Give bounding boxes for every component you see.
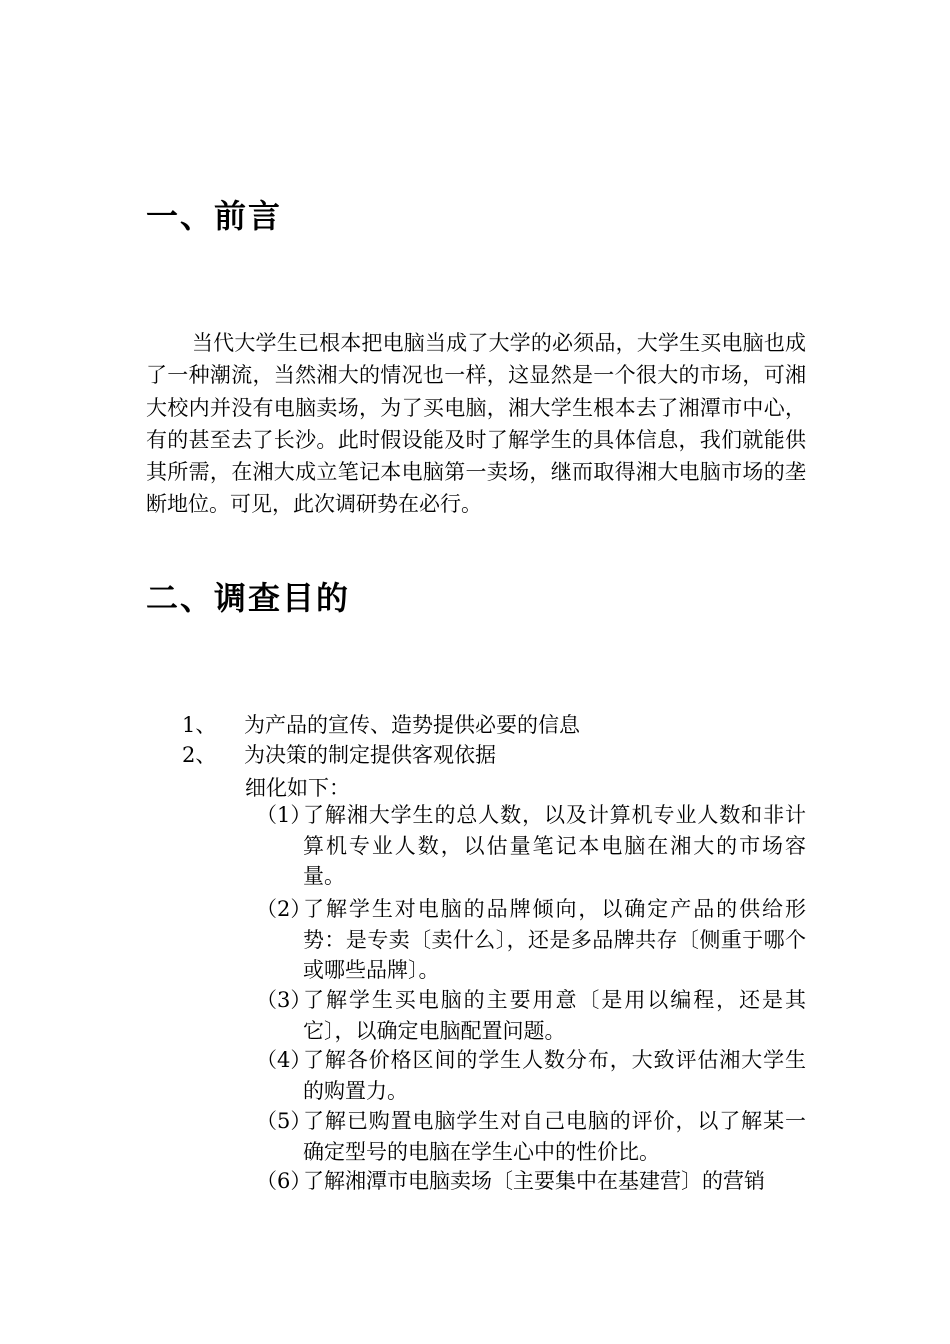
preface-paragraph: 当代大学生已根本把电脑当成了大学的必须品，大学生买电脑也成了一种潮流，当然湘大的情况也一样，这显然是一个很大的市场，可湘大校内并没有电脑卖场，为了买电脑，湘大学生根本去了湘潭市中心，有的甚至去了长沙。此时假设能及时了解学生的具体信息，我们就能供其所需，在湘大成立笔记本电脑第一卖场，继而取得湘大电脑市场的垄断地位。可见，此次调研势在必行。 xyxy=(146,331,806,517)
list-item-number: 1、 xyxy=(182,713,217,737)
detail-list-item xyxy=(256,1106,806,1167)
detail-item-text: 了解学生买电脑的主要用意〔是用以编程，还是其它〕，以确定电脑配置问题。 xyxy=(303,988,806,1043)
detail-item-number: （3） xyxy=(256,988,312,1012)
list-item-text: 为产品的宣传、造势提供必要的信息 xyxy=(244,713,580,737)
section-heading-purpose: 二、调查目的 xyxy=(146,579,351,617)
detail-item-text: 了解已购置电脑学生对自己电脑的评价，以了解某一确定型号的电脑在学生心中的性价比。 xyxy=(303,1109,806,1164)
purpose-list-item xyxy=(182,710,580,740)
list-item-text: 为决策的制定提供客观依据 xyxy=(244,743,496,767)
detail-item-number: （6） xyxy=(256,1169,312,1193)
detail-list-item xyxy=(256,1166,806,1197)
section-heading-preface: 一、前言 xyxy=(146,197,283,235)
detail-item-number: （1） xyxy=(256,803,312,827)
detail-item-text: 了解湘大学生的总人数，以及计算机专业人数和非计算机专业人数，以估量笔记本电脑在湘大的市场容量。 xyxy=(303,803,806,888)
detail-item-text: 了解湘潭市电脑卖场〔主要集中在基建营〕的营销 xyxy=(303,1169,765,1193)
detail-item-text: 了解各价格区间的学生人数分布，大致评估湘大学生的购置力。 xyxy=(303,1048,806,1103)
detail-item-number: （4） xyxy=(256,1048,312,1072)
detail-item-text: 了解学生对电脑的品牌倾向，以确定产品的供给形势：是专卖〔卖什么〕，还是多品牌共存〔侧重于哪个或哪些品牌〕。 xyxy=(303,897,806,982)
detail-list-item xyxy=(256,894,806,986)
detail-list-item xyxy=(256,800,806,892)
detail-list-item xyxy=(256,1045,806,1106)
detail-list-item xyxy=(256,985,806,1046)
detail-item-number: （2） xyxy=(256,897,312,921)
detail-intro-text: 细化如下： xyxy=(245,776,350,800)
list-item-number: 2、 xyxy=(182,743,217,767)
purpose-list-item xyxy=(182,740,496,770)
detail-item-number: （5） xyxy=(256,1109,312,1133)
